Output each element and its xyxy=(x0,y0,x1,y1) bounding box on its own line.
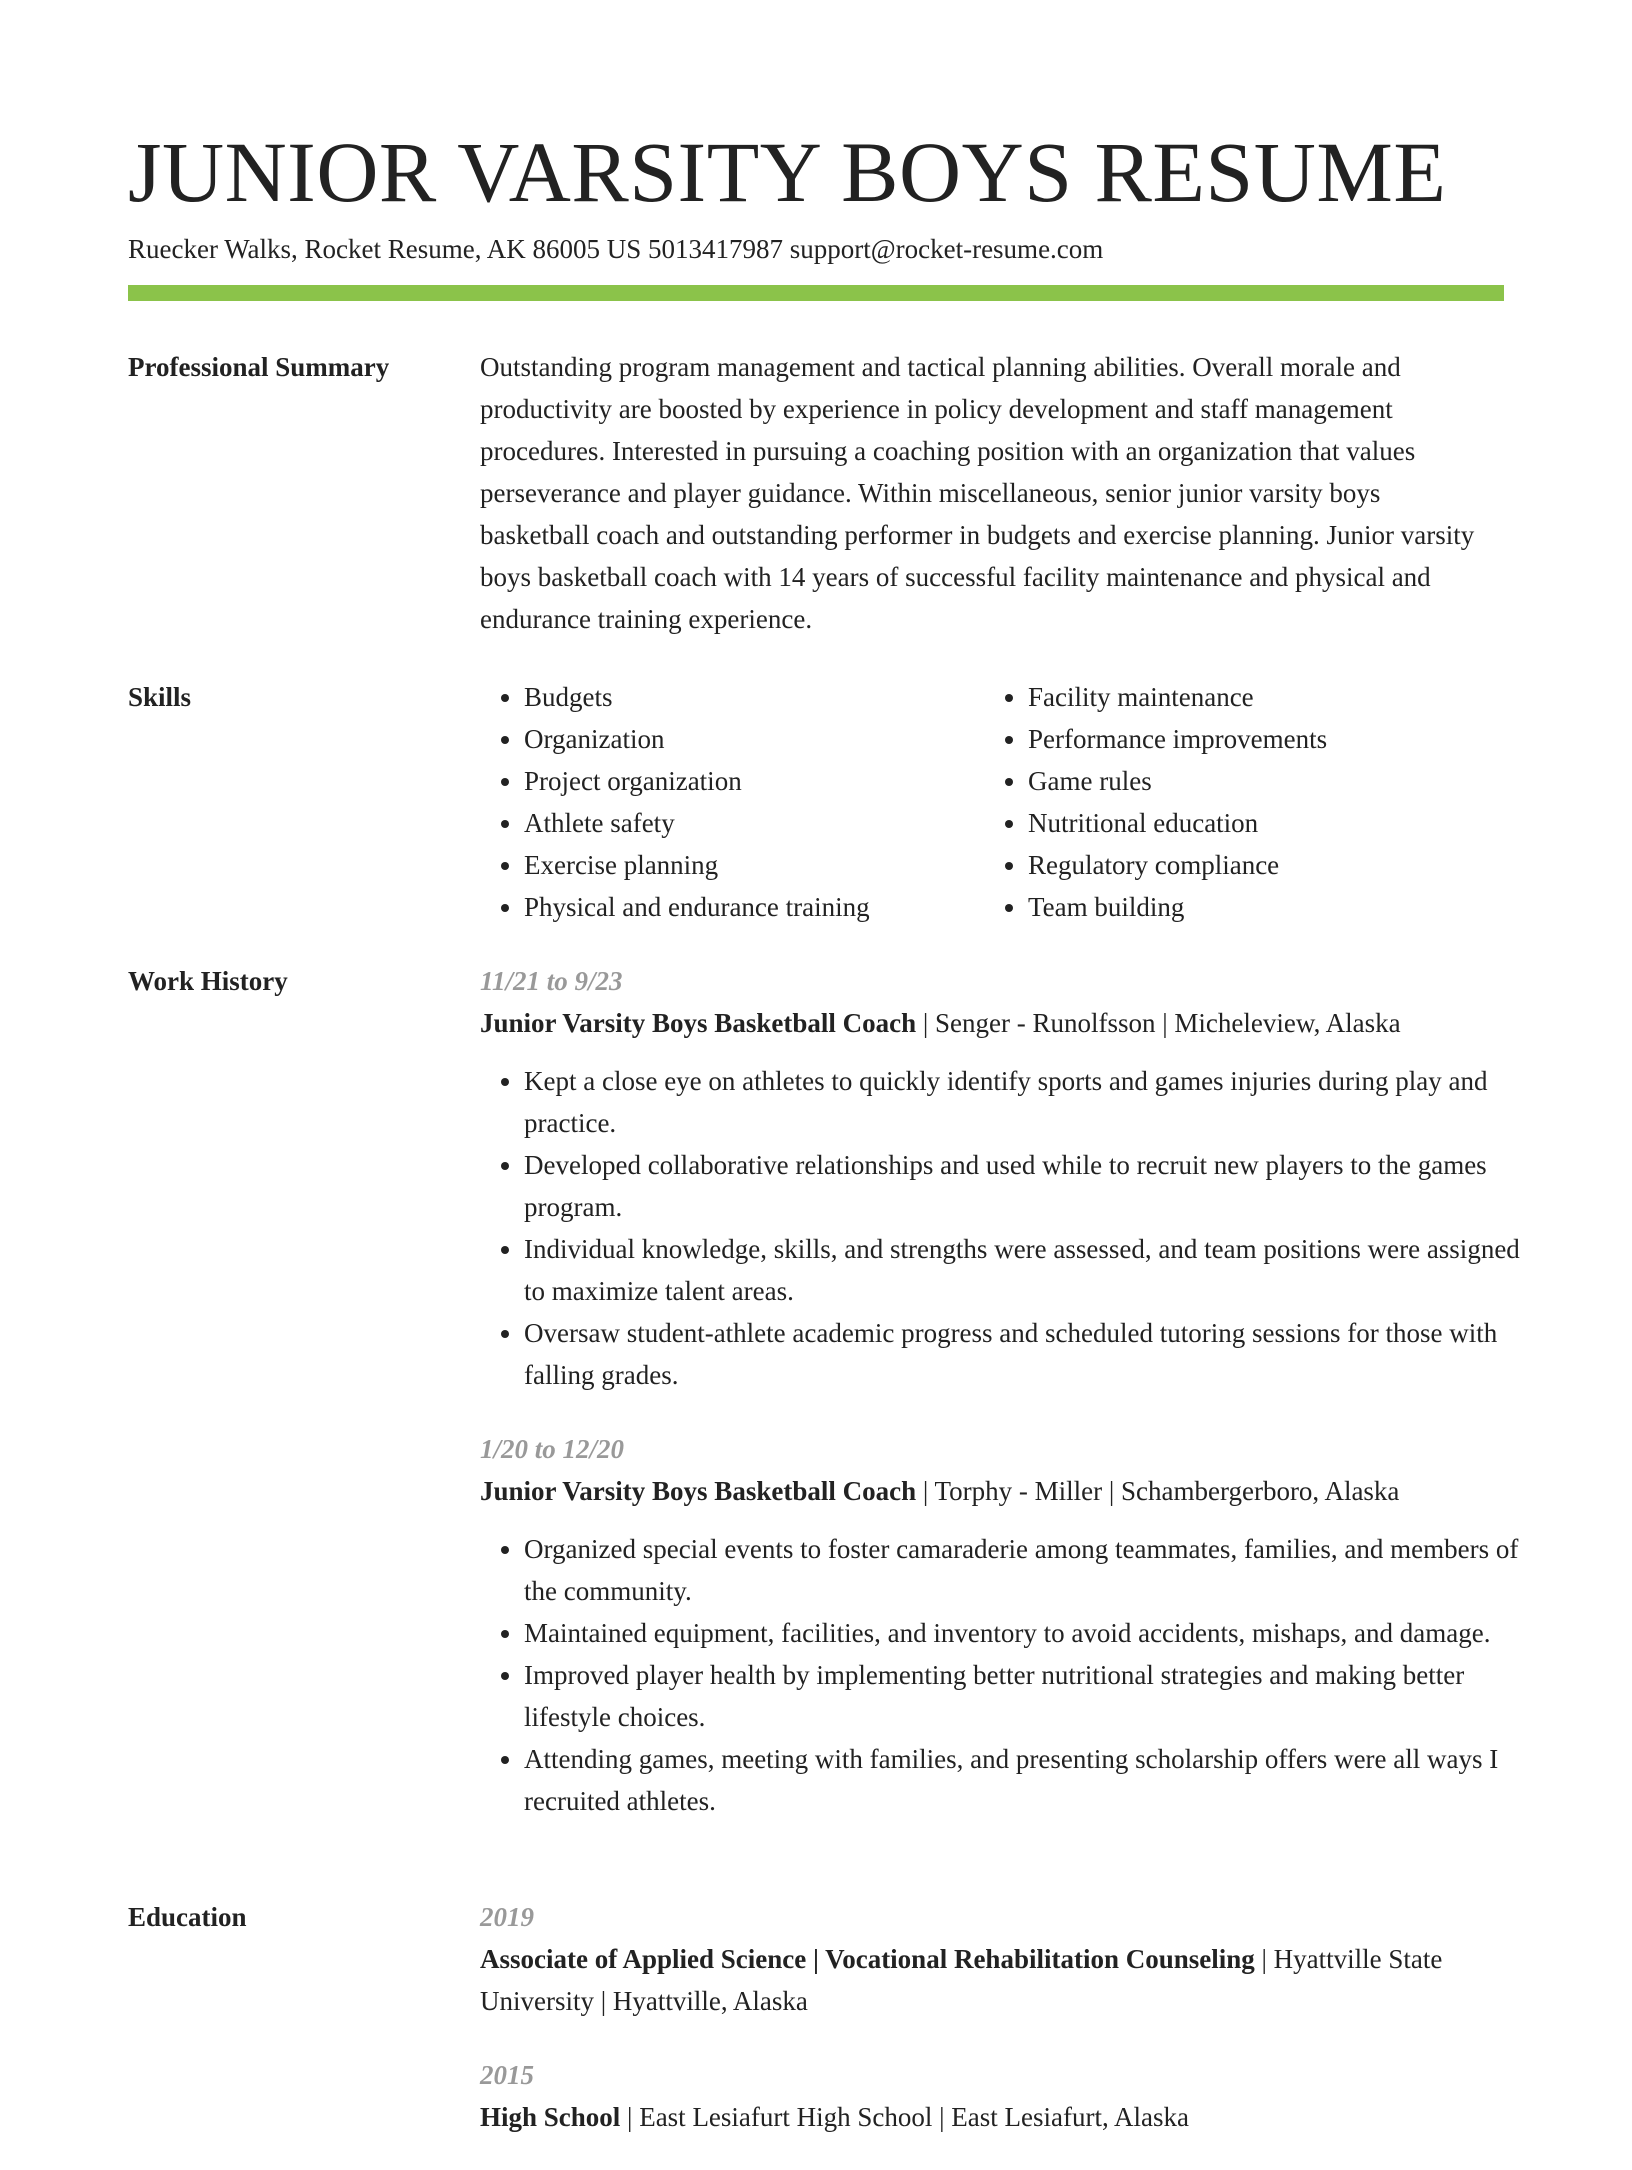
job-bullet: • Kept a close eye on athletes to quickly identify sports and games injuries during play and practice. xyxy=(524,1060,1524,1144)
job-heading xyxy=(480,1002,1490,1044)
degree-title: Associate of Applied Science | Vocational Rehabilitation Counseling xyxy=(480,1944,1255,1974)
accent-divider xyxy=(128,285,1504,301)
job-title: Junior Varsity Boys Basketball Coach xyxy=(480,1008,917,1038)
job-bullet: • Developed collaborative relationships and used while to recruit new players to the games program. xyxy=(524,1144,1524,1228)
skill-item: • Athlete safety xyxy=(524,802,984,844)
job-dates: 1/20 to 12/20 xyxy=(480,1434,625,1464)
education-year: 2019 xyxy=(480,1902,534,1932)
skill-item: • Game rules xyxy=(1028,760,1488,802)
skill-item: • Exercise planning xyxy=(524,844,984,886)
skill-item: • Regulatory compliance xyxy=(1028,844,1488,886)
job-bullets xyxy=(480,1060,1524,1396)
job-bullets xyxy=(480,1528,1524,1822)
skills-heading: Skills xyxy=(128,682,192,712)
job-employer-location: | Torphy - Miller | Schambergerboro, Alaska xyxy=(916,1476,1400,1506)
school-location: | Hyattville State University | Hyattville, Alaska xyxy=(480,1944,1443,2016)
education-heading: Education xyxy=(128,1902,247,1932)
job-title: Junior Varsity Boys Basketball Coach xyxy=(480,1476,917,1506)
skill-item: • Facility maintenance xyxy=(1028,676,1488,718)
contact-line: Ruecker Walks, Rocket Resume, AK 86005 US 5013417987 support@rocket-resume.com xyxy=(128,234,1104,264)
degree-title: High School xyxy=(480,2102,621,2132)
work-history-heading: Work History xyxy=(128,966,288,996)
education-heading-line xyxy=(480,2096,1490,2138)
skill-item: • Budgets xyxy=(524,676,984,718)
summary-heading: Professional Summary xyxy=(128,352,390,382)
job-bullet: • Attending games, meeting with families, and presenting scholarship offers were all ways I recruited athletes. xyxy=(524,1738,1524,1822)
skills-list-left xyxy=(480,676,984,928)
skill-item: • Performance improvements xyxy=(1028,718,1488,760)
job-employer-location: | Senger - Runolfsson | Micheleview, Alaska xyxy=(916,1008,1401,1038)
job-entry xyxy=(480,960,1520,1396)
job-bullet: • Organized special events to foster camaraderie among teammates, families, and members of the community. xyxy=(524,1528,1524,1612)
skill-item: • Nutritional education xyxy=(1028,802,1488,844)
job-bullet: • Maintained equipment, facilities, and inventory to avoid accidents, mishaps, and damage. xyxy=(524,1612,1524,1654)
job-bullet: • Individual knowledge, skills, and strengths were assessed, and team positions were assigned to maximize talent areas. xyxy=(524,1228,1524,1312)
skills-list-right xyxy=(984,676,1488,928)
resume-title: JUNIOR VARSITY BOYS RESUME xyxy=(128,124,1447,220)
job-entry xyxy=(480,1428,1519,1822)
school-location: | East Lesiafurt High School | East Lesiafurt, Alaska xyxy=(620,2102,1189,2132)
education-year: 2015 xyxy=(480,2060,534,2090)
job-bullet: • Improved player health by implementing better nutritional strategies and making better lifestyle choices. xyxy=(524,1654,1524,1738)
skill-item: • Team building xyxy=(1028,886,1488,928)
education-heading-line xyxy=(480,1938,1490,2022)
skill-item: • Physical and endurance training xyxy=(524,886,984,928)
skill-item: • Organization xyxy=(524,718,984,760)
skill-item: • Project organization xyxy=(524,760,984,802)
summary-text: Outstanding program management and tactical planning abilities. Overall morale and productivity are boosted by experience in policy development and staff management procedures. Interested in pursuing a coaching position with an organization that values perseverance and player guidance. Within miscellaneous, senior junior varsity boys basketball coach and outstanding performer in budgets and exercise planning. Junior varsity boys basketball coach with 14 years of successful facility maintenance and physical and endurance training experience. xyxy=(480,352,1475,634)
education-entry xyxy=(480,1896,1504,2022)
job-dates: 11/21 to 9/23 xyxy=(480,966,623,996)
job-heading xyxy=(480,1470,1490,1512)
education-entry xyxy=(480,2054,1504,2138)
job-bullet: • Oversaw student-athlete academic progress and scheduled tutoring sessions for those with falling grades. xyxy=(524,1312,1524,1396)
